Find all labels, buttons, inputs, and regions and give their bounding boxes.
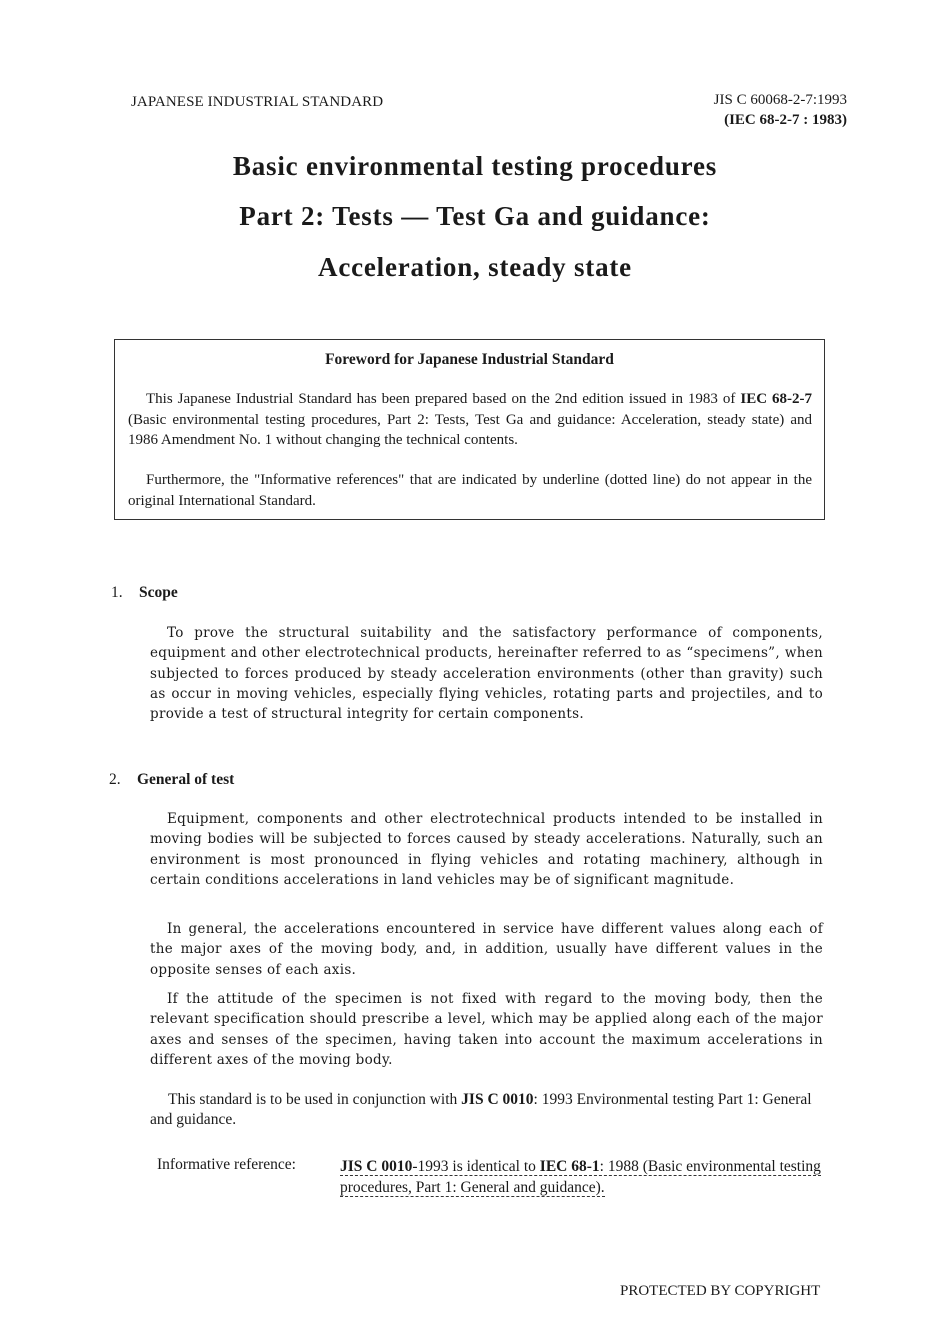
title-line-1: Basic environmental testing procedures — [232, 151, 718, 181]
reference-text: : 1988 (Basic environmental testing procedures, Part 1: General and guidance). — [340, 1158, 821, 1196]
section-2-heading — [109, 771, 234, 789]
section-2-paragraph-3: If the attitude of the specimen is not fixed with regard to the moving body, then the relevant specification should prescribe a level, which may be applied along each of the major axes and senses of the specimen, having taken into account the maximum accelerations in different axes of the moving body. — [150, 991, 823, 1068]
copyright-notice: PROTECTED BY COPYRIGHT — [620, 1283, 821, 1299]
informative-reference-text — [340, 1156, 840, 1198]
foreword-paragraph-2: Furthermore, the "Informative references" that are indicated by underline (dotted line) do not appear in the original International Standard. — [128, 472, 812, 509]
standard-code — [714, 90, 847, 130]
section-title: General of test — [137, 771, 235, 788]
reference-text: -1993 is identical to — [412, 1158, 540, 1175]
foreword-text: This Japanese Industrial Standard has been prepared based on the 2nd edition issued in 1983 of — [146, 391, 741, 407]
iec-reference: IEC 68-2-7 — [740, 391, 812, 407]
paragraph-text: This standard is to be used in conjunction with — [168, 1091, 462, 1108]
foreword-box — [114, 339, 825, 520]
title-line-2: Part 2: Tests — Test Ga and guidance: — [239, 201, 711, 231]
iec-code: (IEC 68-2-7 : 1983) — [724, 112, 847, 128]
section-2-paragraph-1: Equipment, components and other electrotechnical products intended to be installed in moving bodies will be subjected to forces caused by steady accelerations. Naturally, such an environment is most pronounced in flying vehicles and rotating machinery, although in certain conditions accelerations in land vehicles may be of significant magnitude. — [150, 811, 823, 888]
standard-type-label: JAPANESE INDUSTRIAL STANDARD — [131, 94, 384, 110]
foreword-heading: Foreword for Japanese Industrial Standard — [325, 351, 614, 368]
iec-reference: IEC 68-1 — [539, 1158, 600, 1175]
foreword-text: (Basic environmental testing procedures, Part 2: Tests, Test Ga and guidance: Acceleration, steady state) and 1986 Amendment No. 1 without changing the technical contents. — [128, 411, 812, 448]
section-number: 1. — [111, 584, 123, 601]
section-1-heading — [111, 584, 178, 602]
informative-reference-label: Informative reference: — [157, 1156, 296, 1173]
section-2-paragraph-2: In general, the accelerations encountered in service have different values along each of the major axes of the moving body, and, in addition, usually have different values in the opposite senses of each axis. — [150, 921, 823, 978]
jis-code: JIS C 60068-2-7:1993 — [713, 92, 847, 108]
jis-reference: JIS C 0010 — [461, 1091, 534, 1108]
paragraph-text: : 1993 Environmental testing Part 1: General and guidance. — [150, 1091, 812, 1128]
section-2-paragraph-4 — [150, 1090, 830, 1130]
title-line-3: Acceleration, steady state — [318, 252, 632, 282]
section-1-body: To prove the structural suitability and the satisfactory performance of components, equipment and other electrotechnical products, hereinafter referred to as “specimens”, when subjected to forces produced by steady acceleration environments (other than gravity) such as occur in moving vehicles, especially flying vehicles, rotating parts and projectiles, and to provide a test of structural integrity for certain components. — [150, 625, 823, 723]
jis-reference: JIS C 0010 — [340, 1158, 413, 1175]
section-title: Scope — [139, 584, 178, 601]
section-number: 2. — [109, 771, 121, 788]
foreword-paragraph-1 — [128, 389, 812, 451]
